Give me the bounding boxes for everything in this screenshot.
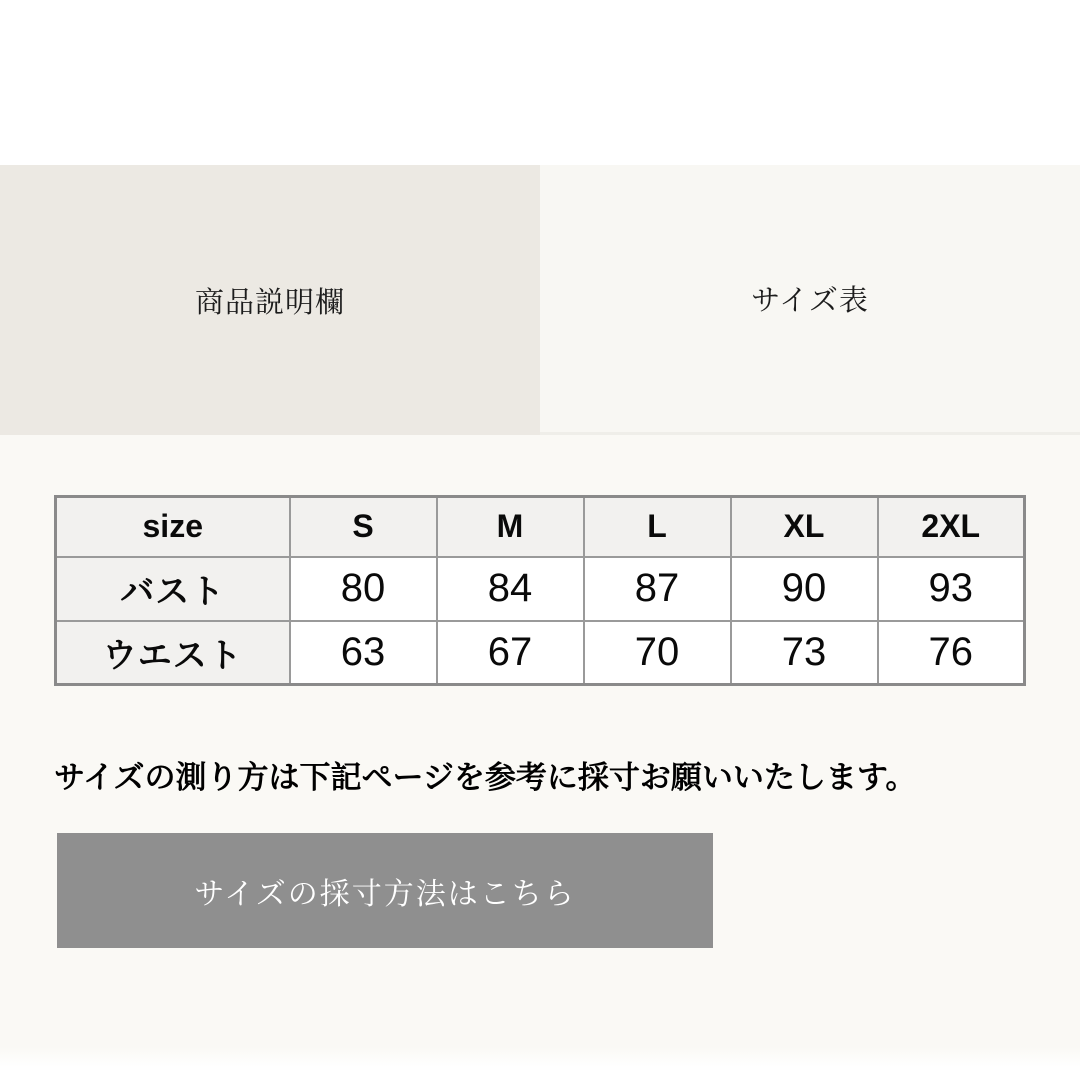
bust-m: 84 — [437, 557, 584, 621]
bust-2xl: 93 — [878, 557, 1025, 621]
measurement-method-button-label: サイズの採寸方法はこちら — [194, 877, 576, 911]
waist-xl: 73 — [731, 621, 878, 685]
bust-l: 87 — [584, 557, 731, 621]
size-table-header-size: size — [56, 497, 290, 557]
size-table — [54, 495, 1026, 686]
size-table-header-s: S — [290, 497, 437, 557]
bust-xl: 90 — [731, 557, 878, 621]
bust-s: 80 — [290, 557, 437, 621]
row-label-waist: ウエスト — [56, 621, 290, 685]
size-table-header-m: M — [437, 497, 584, 557]
waist-m: 67 — [437, 621, 584, 685]
size-table-header-xl: XL — [731, 497, 878, 557]
size-chart-panel — [0, 435, 1080, 1074]
measurement-note: サイズの測り方は下記ページを参考に採寸お願いいたします。 — [54, 760, 917, 795]
row-label-bust: バスト — [56, 557, 290, 621]
tab-size-chart[interactable] — [540, 165, 1080, 435]
size-table-header-2xl: 2XL — [878, 497, 1025, 557]
waist-s: 63 — [290, 621, 437, 685]
table-row-bust — [56, 557, 1025, 621]
tab-product-description[interactable] — [0, 165, 540, 435]
tab-product-description-label: 商品説明欄 — [194, 286, 345, 319]
size-table-header-row — [56, 497, 1025, 557]
waist-l: 70 — [584, 621, 731, 685]
tab-bar — [0, 165, 1080, 435]
size-table-header-l: L — [584, 497, 731, 557]
table-row-waist — [56, 621, 1025, 685]
tab-size-chart-label: サイズ表 — [751, 285, 869, 317]
waist-2xl: 76 — [878, 621, 1025, 685]
measurement-method-button[interactable] — [57, 833, 713, 948]
